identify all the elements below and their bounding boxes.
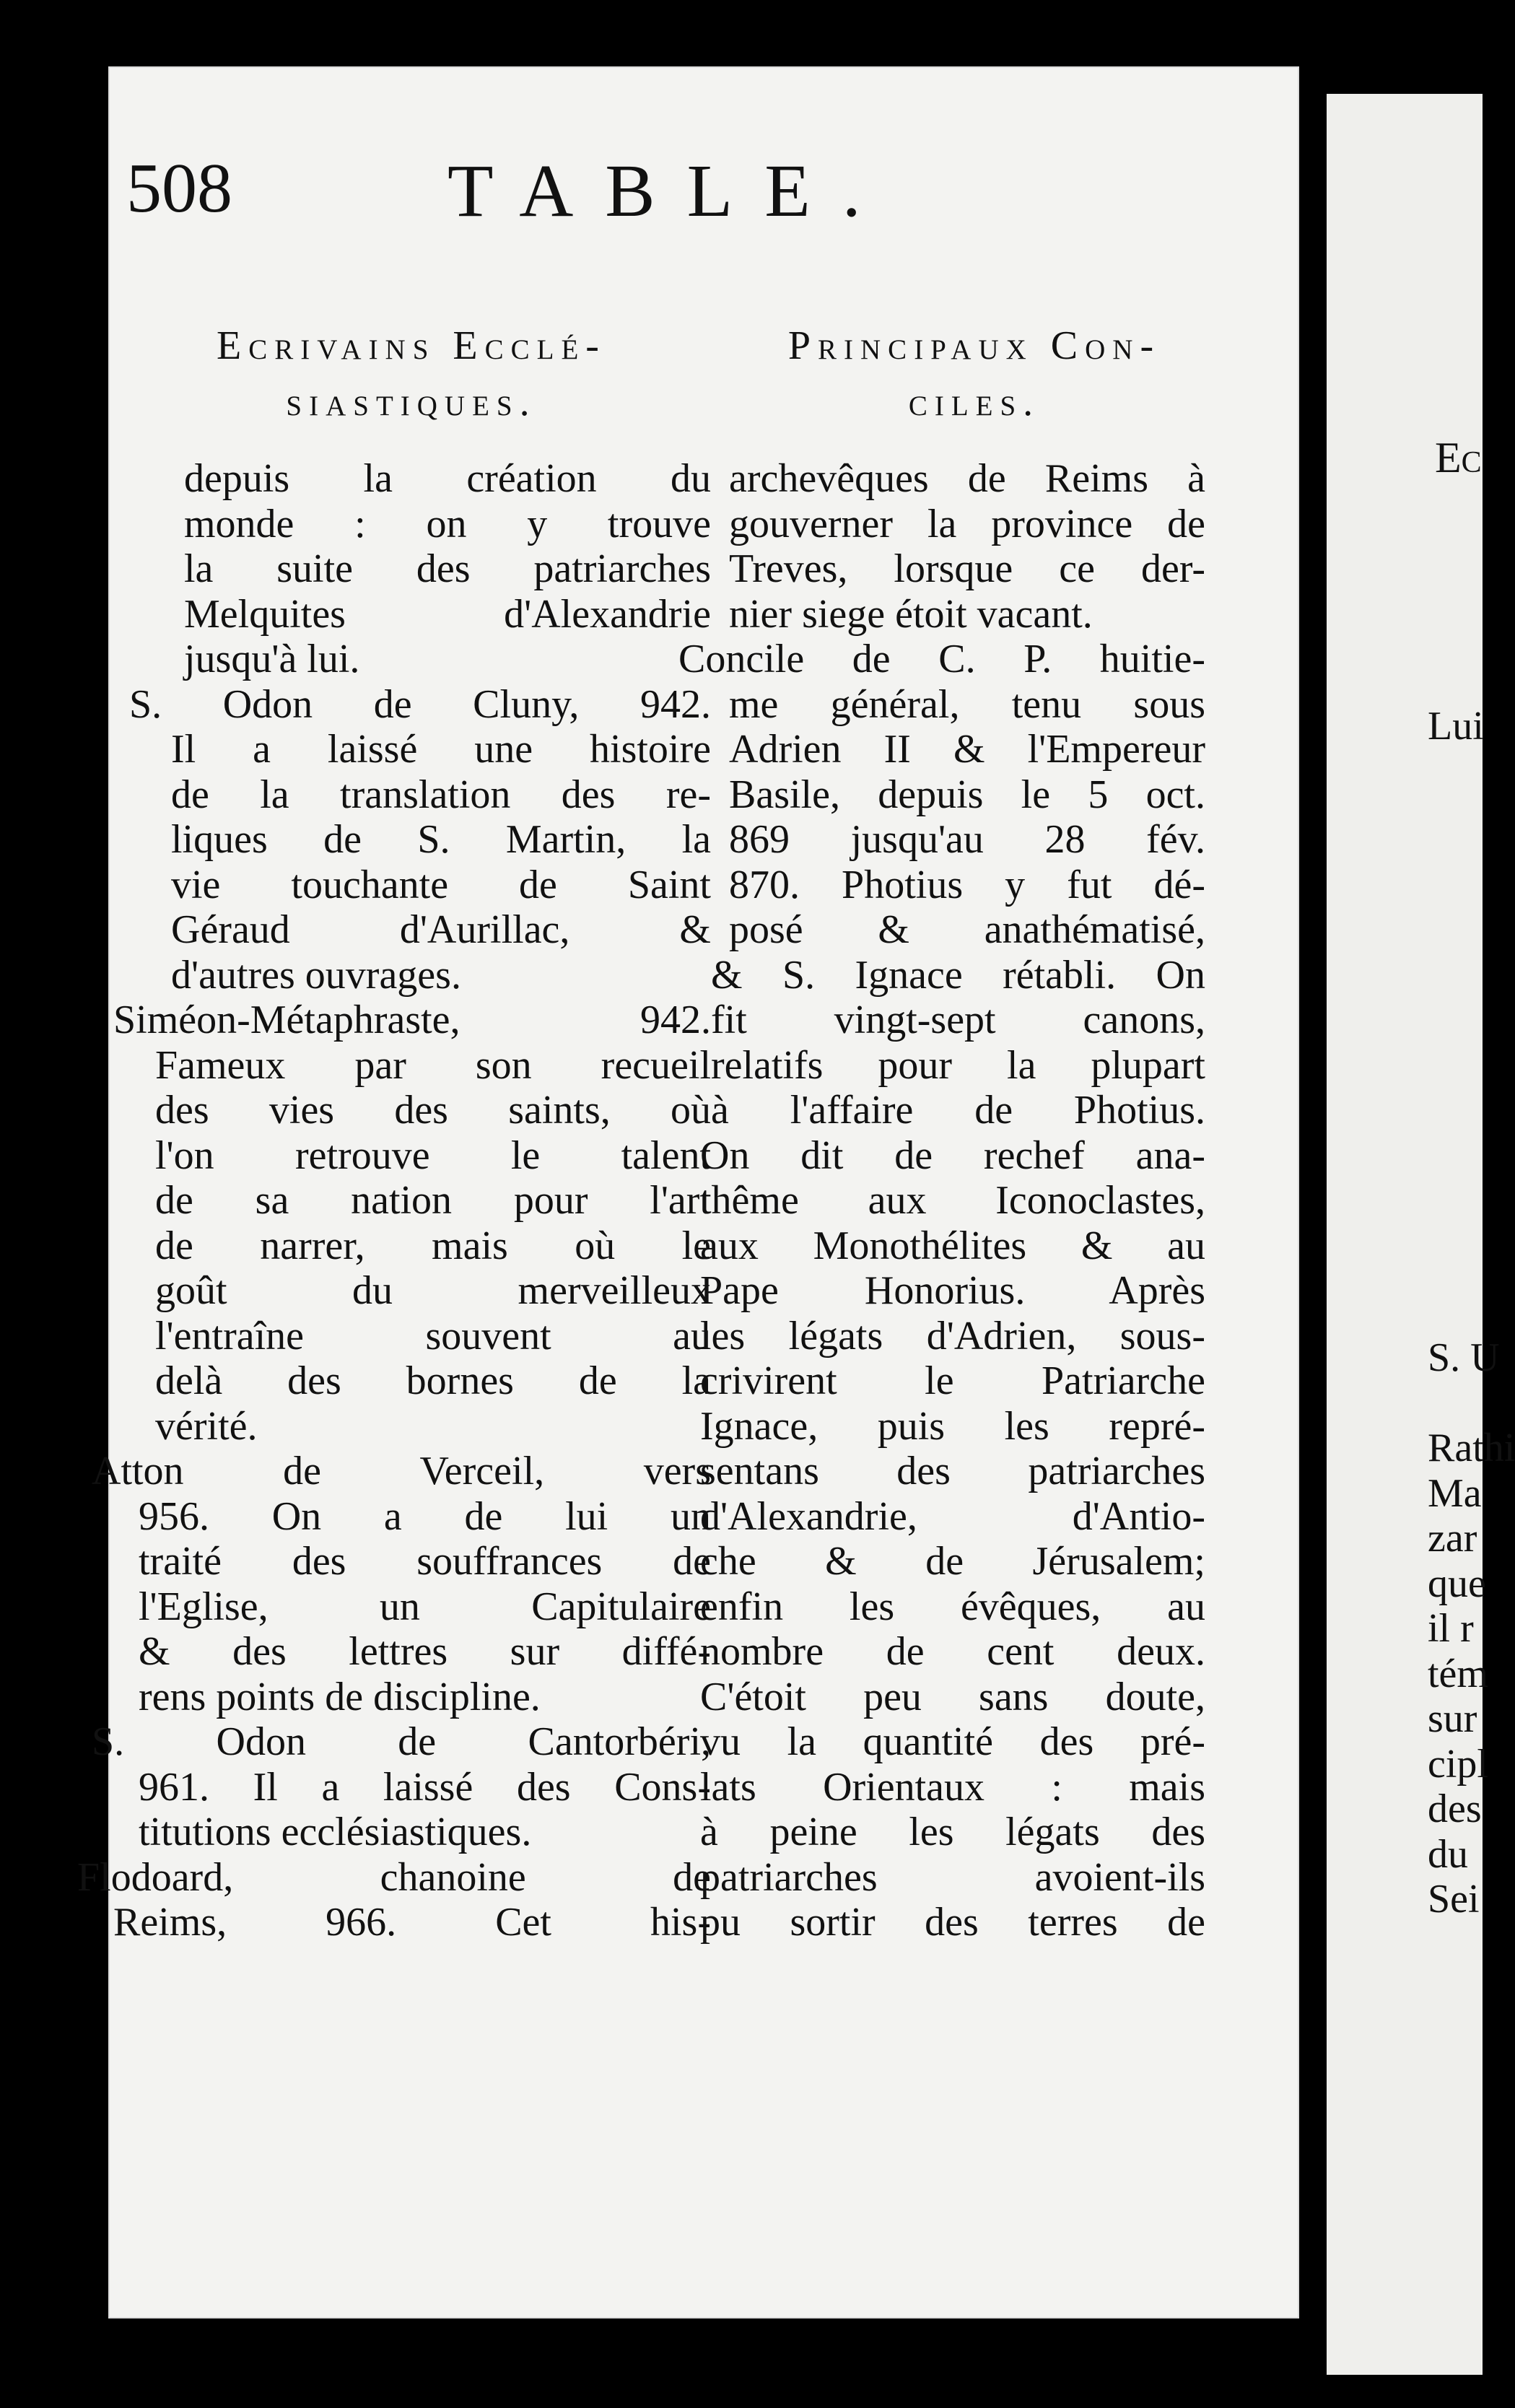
text-line: gouverner la province de bbox=[729, 501, 1205, 546]
text-line: me général, tenu sous bbox=[729, 681, 1205, 727]
text-line: 870. Photius y fut dé- bbox=[729, 862, 1205, 907]
text-line: S. Odon de Cantorbéri, bbox=[92, 1719, 711, 1764]
text-line: fit vingt-sept canons, bbox=[711, 998, 1205, 1042]
text-line: l'entraîne souvent au bbox=[155, 1313, 711, 1358]
text-line: Reims, 966. Cet his- bbox=[113, 1900, 711, 1945]
facing-text-line bbox=[1428, 794, 1515, 839]
facing-page-text bbox=[1428, 433, 1515, 1922]
text-line: Melquites d'Alexandrie bbox=[184, 591, 711, 637]
text-line: S. Odon de Cluny, 942. bbox=[129, 681, 711, 727]
text-line: Basile, depuis le 5 oct. bbox=[729, 772, 1205, 817]
text-line: traité des souffrances de bbox=[139, 1539, 711, 1584]
left-heading-line-2: siastiques. bbox=[286, 380, 537, 424]
facing-text-line bbox=[1428, 1291, 1515, 1336]
facing-text-line: Sei bbox=[1428, 1877, 1480, 1921]
facing-text-line: sur bbox=[1428, 1696, 1477, 1741]
facing-text-line bbox=[1428, 523, 1515, 569]
facing-text-line bbox=[1428, 1155, 1515, 1200]
text-line: C'étoit peu sans doute, bbox=[700, 1674, 1205, 1719]
text-line: Fameux par son recueil bbox=[155, 1042, 711, 1088]
text-line: Géraud d'Aurillac, & bbox=[171, 907, 711, 952]
facing-text-line: Ma bbox=[1428, 1470, 1482, 1516]
text-line: vérité. bbox=[155, 1403, 258, 1449]
text-line: à l'affaire de Photius. bbox=[711, 1088, 1205, 1133]
text-line: Ignace, puis les repré- bbox=[700, 1403, 1205, 1449]
text-line: rens points de discipline. bbox=[139, 1674, 541, 1719]
text-line: des vies des saints, où bbox=[155, 1088, 711, 1133]
facing-text-line bbox=[1428, 1110, 1515, 1156]
text-line: liques de S. Martin, la bbox=[171, 817, 711, 862]
text-line: Flodoard, chanoine de bbox=[77, 1854, 711, 1900]
text-line: Adrien II & l'Empereur bbox=[729, 727, 1205, 772]
text-line: d'Alexandrie, d'Antio- bbox=[700, 1493, 1205, 1539]
left-column-heading bbox=[115, 318, 707, 430]
text-line: jusqu'à lui. bbox=[184, 637, 360, 681]
text-line: goût du merveilleux bbox=[155, 1268, 711, 1313]
right-heading-line-2: ciles. bbox=[908, 380, 1041, 424]
facing-text-line bbox=[1428, 1200, 1515, 1246]
facing-text-line bbox=[1428, 433, 1515, 479]
text-line: 961. Il a laissé des Cons- bbox=[139, 1764, 711, 1810]
text-line: & des lettres sur diffé- bbox=[139, 1629, 711, 1674]
facing-text-line: Lui bbox=[1428, 704, 1484, 749]
text-line: monde : on y trouve bbox=[184, 501, 711, 546]
text-line: nier siege étoit vacant. bbox=[729, 591, 1093, 637]
text-line: 869 jusqu'au 28 fév. bbox=[729, 817, 1205, 862]
text-line: à peine les légats des bbox=[700, 1810, 1205, 1854]
text-line: d'autres ouvrages. bbox=[171, 952, 461, 998]
facing-text-line bbox=[1428, 569, 1515, 614]
page-title: TABLE. bbox=[447, 149, 893, 232]
facing-text-line: du bbox=[1428, 1831, 1468, 1877]
text-line: Atton de Verceil, vers bbox=[92, 1449, 711, 1493]
facing-text-line: que bbox=[1428, 1561, 1486, 1606]
text-line: thême aux Iconoclastes, bbox=[700, 1178, 1205, 1223]
text-line: vu la quantité des pré- bbox=[700, 1719, 1205, 1764]
facing-text-line bbox=[1428, 930, 1515, 975]
text-line: de la translation des re- bbox=[171, 772, 711, 817]
facing-text-line bbox=[1428, 1065, 1515, 1110]
facing-text-line bbox=[1428, 479, 1515, 524]
facing-text-line: tém bbox=[1428, 1651, 1488, 1696]
facing-text-line bbox=[1428, 974, 1515, 1020]
facing-text-line bbox=[1428, 749, 1515, 795]
text-line: titutions ecclésiastiques. bbox=[139, 1810, 532, 1854]
facing-text-line: zar bbox=[1428, 1516, 1477, 1561]
page-number: 508 bbox=[126, 149, 232, 227]
text-line: Il a laissé une histoire bbox=[171, 727, 711, 772]
text-line: On dit de rechef ana- bbox=[700, 1133, 1205, 1178]
facing-text-line: S. U bbox=[1428, 1335, 1500, 1380]
text-line: l'Eglise, un Capitulaire bbox=[139, 1584, 711, 1629]
facing-text-line bbox=[1428, 1381, 1515, 1426]
text-line: Concile de C. P. huitie- bbox=[678, 637, 1205, 681]
text-line: che & de Jérusalem; bbox=[700, 1539, 1205, 1584]
facing-text-line bbox=[1428, 614, 1515, 659]
page-header bbox=[0, 148, 1483, 256]
text-line: les légats d'Adrien, sous- bbox=[700, 1313, 1205, 1358]
text-line: de sa nation pour l'art bbox=[155, 1178, 711, 1223]
facing-text-line bbox=[1428, 839, 1515, 885]
text-line: l'on retrouve le talent bbox=[155, 1133, 711, 1178]
facing-text-line bbox=[1428, 884, 1515, 930]
facing-page-edge bbox=[1327, 94, 1515, 2375]
text-line: delà des bornes de la bbox=[155, 1358, 711, 1403]
text-line: archevêques de Reims à bbox=[729, 456, 1205, 501]
facing-text-line: des bbox=[1428, 1787, 1482, 1831]
text-line: posé & anathématisé, bbox=[729, 907, 1205, 952]
text-line: de narrer, mais où le bbox=[155, 1223, 711, 1268]
facing-text-line bbox=[1428, 1020, 1515, 1065]
text-line: la suite des patriarches bbox=[184, 546, 711, 591]
text-line: lats Orientaux : mais bbox=[700, 1764, 1205, 1810]
text-line: aux Monothélites & au bbox=[700, 1223, 1205, 1268]
text-line: patriarches avoient-ils bbox=[700, 1854, 1205, 1900]
text-line: enfin les évêques, au bbox=[700, 1584, 1205, 1629]
facing-text-line: il r bbox=[1428, 1606, 1474, 1651]
text-line: sentans des patriarches bbox=[700, 1449, 1205, 1493]
text-line: Pape Honorius. Après bbox=[700, 1268, 1205, 1313]
left-column-text bbox=[77, 456, 711, 1945]
text-line: depuis la création du bbox=[184, 456, 711, 501]
text-line: & S. Ignace rétabli. On bbox=[711, 952, 1205, 998]
facing-text-line: Rathi bbox=[1428, 1426, 1515, 1470]
text-line: Siméon-Métaphraste, 942. bbox=[113, 998, 711, 1042]
text-line: 956. On a de lui un bbox=[139, 1493, 711, 1539]
text-line: nombre de cent deux. bbox=[700, 1629, 1205, 1674]
right-column-heading bbox=[722, 318, 1227, 430]
facing-text-line: cipl bbox=[1428, 1741, 1488, 1787]
text-line: crivirent le Patriarche bbox=[700, 1358, 1205, 1403]
text-line: pu sortir des terres de bbox=[700, 1900, 1205, 1945]
facing-text-line bbox=[1428, 1245, 1515, 1291]
text-line: vie touchante de Saint bbox=[171, 862, 711, 907]
left-heading-line-1: Ecrivains Ecclé- bbox=[217, 323, 606, 368]
facing-page-heading: Ec bbox=[1435, 434, 1482, 481]
facing-text-line bbox=[1428, 659, 1515, 704]
right-heading-line-1: Principaux Con- bbox=[787, 323, 1161, 368]
right-column-text bbox=[678, 456, 1220, 1945]
text-line: Treves, lorsque ce der- bbox=[729, 546, 1205, 591]
text-line: relatifs pour la plupart bbox=[711, 1042, 1205, 1088]
